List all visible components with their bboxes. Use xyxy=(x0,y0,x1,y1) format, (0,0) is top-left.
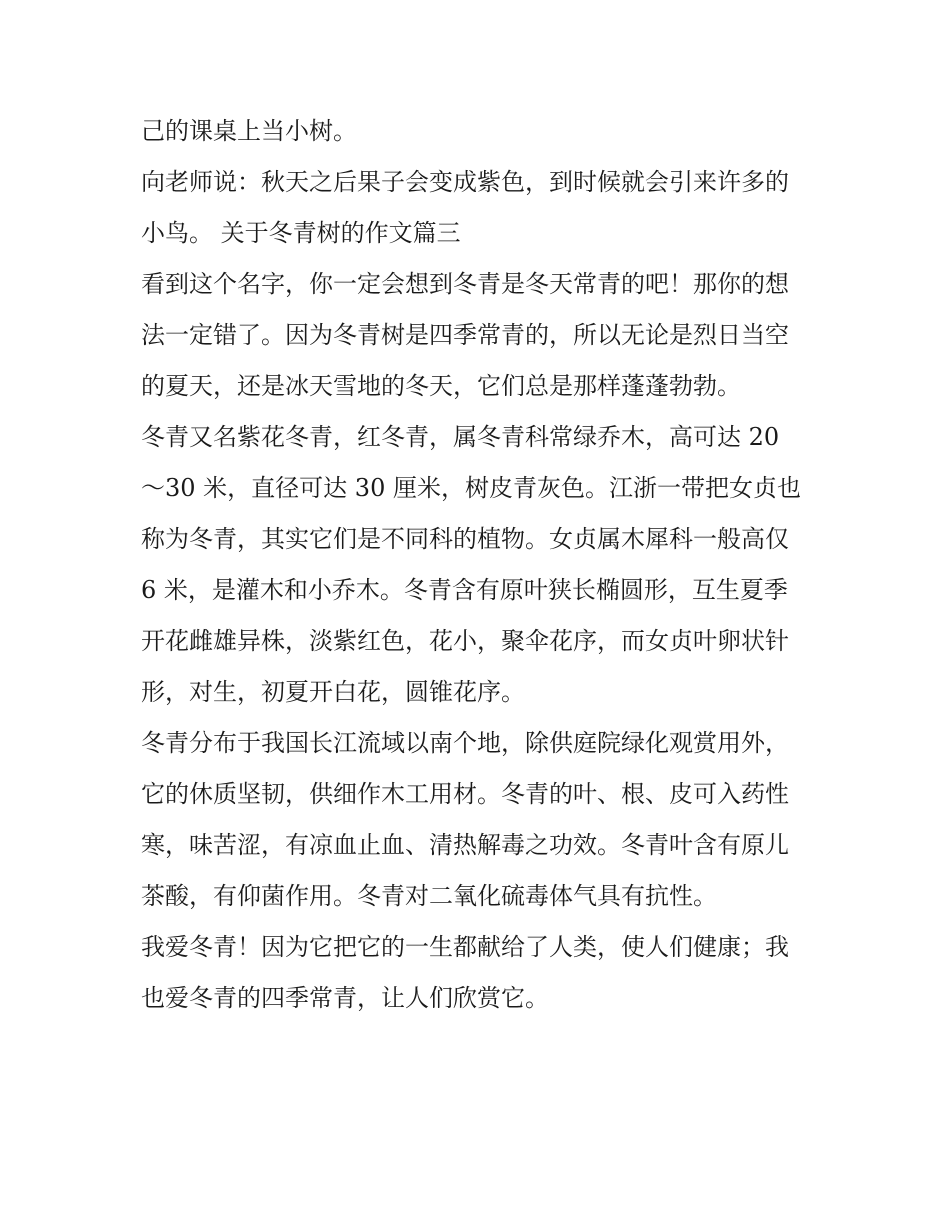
text-line: 向老师说：秋天之后果子会变成紫色，到时候就会引来许多的 xyxy=(141,168,789,196)
text-line: 己的课桌上当小树。 xyxy=(141,117,357,145)
text-line: 它的休质坚韧，供细作木工用材。冬青的叶、根、皮可入药性 xyxy=(141,780,789,808)
text-line: 形，对生，初夏开白花，圆锥花序。 xyxy=(141,678,525,706)
text-line: 寒，味苦涩，有凉血止血、清热解毒之功效。冬青叶含有原儿 xyxy=(141,831,789,859)
text-line: 6 米，是灌木和小乔木。冬青含有原叶狭长椭圆形，互生夏季 xyxy=(141,576,788,604)
text-line: 冬青分布于我国长江流域以南个地，除供庭院绿化观赏用外， xyxy=(141,729,789,757)
text-line: 冬青又名紫花冬青，红冬青，属冬青科常绿乔木，高可达 20 xyxy=(141,423,780,451)
essay-text xyxy=(141,106,821,1024)
text-line: 也爱冬青的四季常青，让人们欣赏它。 xyxy=(141,984,549,1012)
text-line: 茶酸，有仰菌作用。冬青对二氧化硫毒体气具有抗性。 xyxy=(141,882,717,910)
text-line: 的夏天，还是冰天雪地的冬天，它们总是那样蓬蓬勃勃。 xyxy=(141,372,741,400)
text-line: 开花雌雄异株，淡紫红色，花小，聚伞花序，而女贞叶卵状针 xyxy=(141,627,789,655)
text-line: 我爱冬青！因为它把它的一生都献给了人类，使人们健康；我 xyxy=(141,933,789,961)
text-line: 看到这个名字，你一定会想到冬青是冬天常青的吧！那你的想 xyxy=(141,270,789,298)
text-line: 称为冬青，其实它们是不同科的植物。女贞属木犀科一般高仅 xyxy=(141,525,789,553)
text-line: 法一定错了。因为冬青树是四季常青的，所以无论是烈日当空 xyxy=(141,321,789,349)
text-line: ～30 米，直径可达 30 厘米，树皮青灰色。江浙一带把女贞也 xyxy=(141,474,801,502)
text-line: 小鸟。 关于冬青树的作文篇三 xyxy=(141,219,461,247)
